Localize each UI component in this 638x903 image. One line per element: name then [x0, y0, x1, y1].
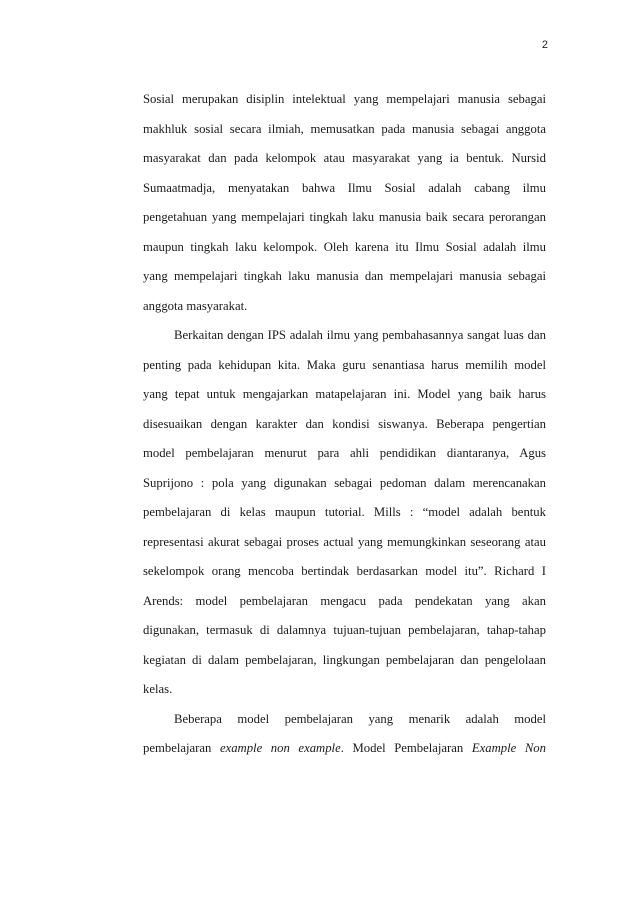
text-line: kelas.	[143, 682, 173, 696]
text-line: pembelajaran di kelas maupun tutorial. Mills : “model adalah bentuk	[143, 505, 546, 519]
text-line: disesuaikan dengan karakter dan kondisi siswanya. Beberapa pengertian	[143, 416, 546, 431]
text-line: masyarakat dan pada kelompok atau masyarakat yang ia bentuk. Nursid	[143, 151, 546, 165]
text-line: anggota masyarakat.	[143, 298, 248, 313]
text-segment: pembelajaran	[143, 741, 220, 755]
text-line: Beberapa model pembelajaran yang menarik adalah model	[174, 711, 546, 726]
body-text	[143, 88, 546, 767]
text-line: Sumaatmadja, menyatakan bahwa Ilmu Sosial adalah cabang ilmu	[143, 180, 546, 195]
text-line: kegiatan di dalam pembelajaran, lingkungan pembelajaran dan pengelolaan	[143, 652, 546, 667]
text-line: pengetahuan yang mempelajari tingkah laku manusia baik secara perorangan	[143, 210, 546, 224]
text-line	[143, 737, 546, 767]
italic-term: Example Non	[471, 741, 546, 755]
text-line: Arends: model pembelajaran mengacu pada pendekatan yang akan	[143, 593, 546, 608]
text-line: digunakan, termasuk di dalamnya tujuan-tujuan pembelajaran, tahap-tahap	[143, 623, 546, 637]
text-line: Suprijono : pola yang digunakan sebagai pedoman dalam merencanakan	[143, 475, 546, 490]
text-line: Sosial merupakan disiplin intelektual yang mempelajari manusia sebagai	[143, 92, 546, 106]
text-line: model pembelajaran menurut para ahli pendidikan diantaranya, Agus	[143, 446, 546, 460]
text-segment: . Model Pembelajaran	[340, 741, 472, 755]
text-line: yang tepat untuk mengajarkan matapelajaran ini. Model yang baik harus	[143, 387, 546, 401]
text-line: penting pada kehidupan kita. Maka guru senantiasa harus memilih model	[143, 357, 546, 372]
text-line: makhluk sosial secara ilmiah, memusatkan pada manusia sebagai anggota	[143, 121, 546, 136]
text-line: Berkaitan dengan IPS adalah ilmu yang pembahasannya sangat luas dan	[174, 328, 546, 342]
italic-term: example non example	[219, 741, 341, 755]
text-line: representasi akurat sebagai proses actual yang memungkinkan seseorang atau	[143, 534, 546, 549]
page-number: 2	[541, 39, 548, 51]
text-line: sekelompok orang mencoba bertindak berdasarkan model itu”. Richard I	[143, 564, 546, 578]
text-line: yang mempelajari tingkah laku manusia dan mempelajari manusia sebagai	[143, 269, 546, 283]
text-line: maupun tingkah laku kelompok. Oleh karena itu Ilmu Sosial adalah ilmu	[143, 239, 546, 254]
